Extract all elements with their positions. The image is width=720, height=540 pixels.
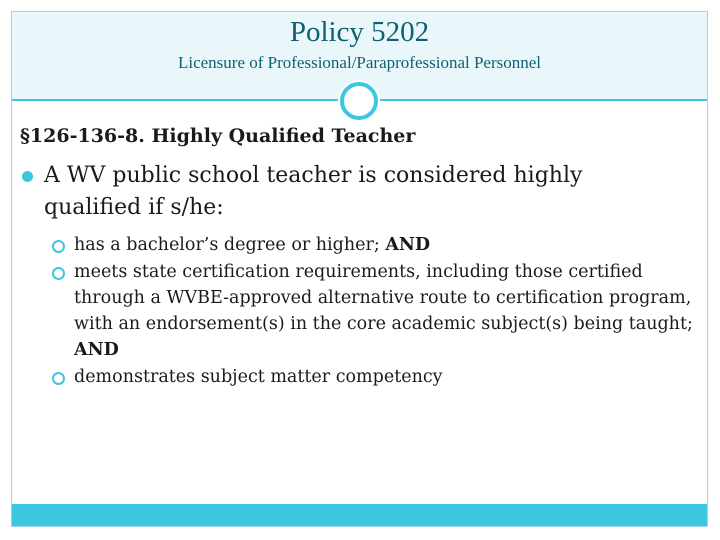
main-bullet-text: A WV public school teacher is considered highly qualified if s/he: <box>44 163 583 220</box>
sub-bullet-item <box>52 232 702 258</box>
sub-bullet-text: meets state certification requirements, including those certified through a WVBE-approved alternative route to certification program, with an endorsement(s) in the core academic subject(s) being taught; <box>74 262 693 334</box>
hollow-circle-bullet-icon <box>52 372 65 385</box>
sub-bullet-text: demonstrates subject matter competency <box>74 367 443 387</box>
footer-bar <box>12 504 707 526</box>
sub-bullet-emphasis: AND <box>74 340 119 360</box>
hollow-circle-bullet-icon <box>52 267 65 280</box>
slide-subtitle: Licensure of Professional/Paraprofessional Personnel <box>177 53 542 72</box>
filled-circle-bullet-icon <box>22 171 33 182</box>
sub-bullet-item <box>52 364 702 390</box>
sub-bullet-text: has a bachelor’s degree or higher; <box>74 235 386 255</box>
sub-bullet-item <box>52 259 702 363</box>
slide-title: Policy 5202 <box>289 16 430 48</box>
hollow-circle-bullet-icon <box>52 240 65 253</box>
section-heading: §126-136-8. Highly Qualified Teacher <box>20 125 416 147</box>
sub-bullet-emphasis: AND <box>385 235 431 255</box>
ring-icon <box>340 82 378 120</box>
main-bullet-item <box>22 160 682 224</box>
sub-bullet-list <box>52 232 702 391</box>
